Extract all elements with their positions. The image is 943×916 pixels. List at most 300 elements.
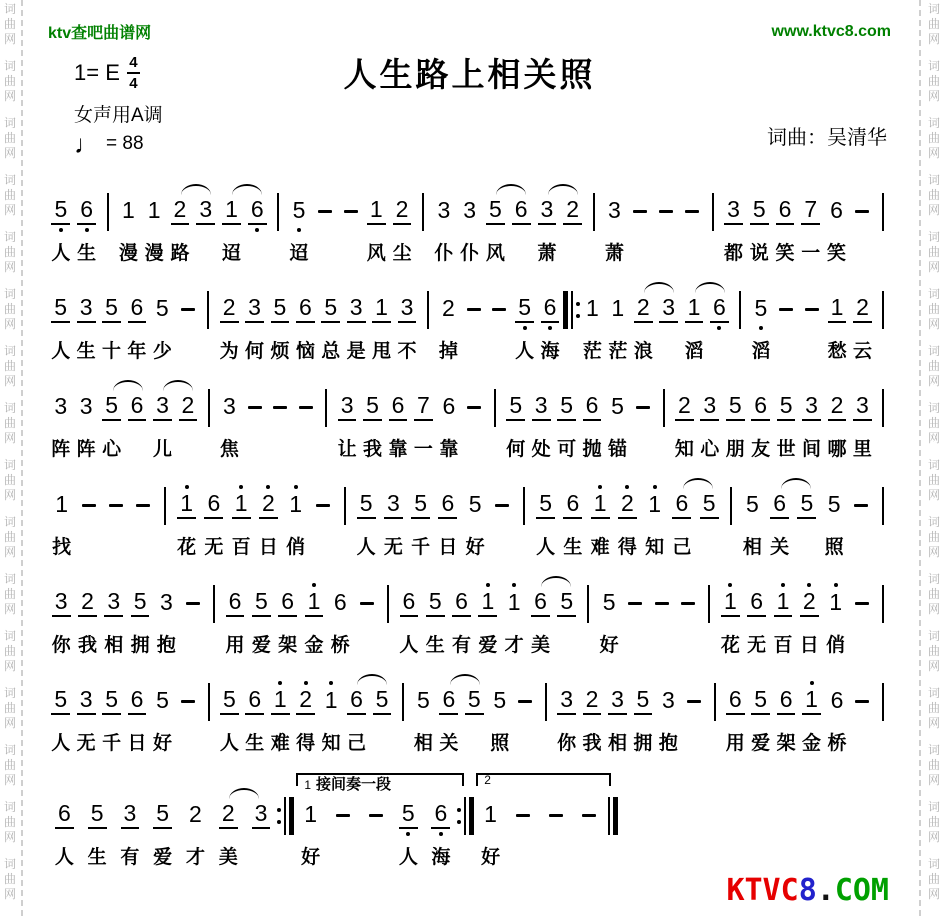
barline [538, 683, 554, 721]
lyric-syllable: 难 [270, 733, 290, 754]
note-cell [649, 585, 675, 654]
lyric-syllable: 难 [590, 537, 610, 558]
note-cell [824, 683, 849, 752]
lyric-syllable: 儿 [152, 439, 172, 460]
lyric-syllable: 漫 [144, 243, 164, 264]
lyric-syllable: 爱 [751, 733, 771, 754]
note-number: 2 [675, 394, 694, 421]
barline [875, 291, 891, 329]
note-cell [312, 193, 338, 262]
lyric-syllable: 间 [802, 439, 822, 460]
note-cell [175, 291, 200, 360]
lyric-syllable: 何 [245, 341, 265, 362]
time-signature [127, 55, 140, 91]
note-number: 6 [77, 198, 96, 225]
note-cell [74, 193, 100, 262]
note-cell [746, 193, 772, 262]
note-cell [73, 291, 98, 360]
lyric-syllable: 靠 [439, 439, 459, 460]
barline [200, 291, 216, 329]
note-number: 2 [563, 198, 582, 225]
lyric-syllable: 可 [557, 439, 577, 460]
note-number: 1 [586, 294, 599, 321]
note-cell [850, 389, 875, 458]
octave-dot-high [304, 681, 308, 685]
note-number: 6 [296, 296, 315, 323]
lyric-syllable: 人 [399, 635, 419, 656]
note-number: 3 [398, 296, 417, 323]
note-number: 3 [52, 590, 71, 617]
dash-hold [186, 602, 200, 605]
lyric-syllable: 生 [87, 847, 107, 868]
note-cell [114, 797, 147, 866]
note-cell [748, 683, 773, 752]
octave-dot-low [759, 326, 763, 330]
note-cell [572, 797, 605, 866]
note-number: 6 [204, 492, 223, 519]
note-cell [422, 585, 448, 654]
note-number: 3 [196, 198, 215, 225]
barline [875, 487, 891, 525]
note-cell [216, 291, 241, 360]
octave-dot-high [486, 583, 490, 587]
lyric-syllable: 甩 [372, 341, 392, 362]
octave-dot-high [810, 681, 814, 685]
octave-dot-high [312, 583, 316, 587]
note-cell [141, 193, 167, 262]
note-number: 5 [51, 688, 70, 715]
watermark-text: 词 曲 网 [927, 230, 940, 274]
note-number: 5 [797, 492, 816, 519]
note-number: 1 [367, 198, 386, 225]
note-number: 5 [426, 590, 445, 617]
note-cell [436, 683, 461, 752]
note-number: 1 [147, 196, 161, 223]
barline [580, 585, 596, 623]
watermark-text: 词 曲 网 [3, 59, 16, 103]
watermark-text: 词 曲 网 [927, 173, 940, 217]
note-cell [150, 389, 175, 458]
lyric-syllable: 己 [672, 537, 692, 558]
lyric-syllable: 海 [540, 341, 560, 362]
dash-hold [467, 406, 481, 409]
note-cell [773, 389, 798, 458]
note-number: 5 [156, 686, 169, 713]
dash-hold [549, 814, 563, 817]
note-cell [200, 487, 227, 556]
lyric-syllable: 为 [219, 341, 239, 362]
note-cell [294, 797, 327, 866]
note-number: 2 [296, 688, 315, 715]
lyric-syllable: 总 [321, 341, 341, 362]
note-cell [353, 585, 379, 654]
note-cell [193, 193, 219, 262]
note-number: 5 [700, 492, 719, 519]
note-number: 6 [563, 492, 582, 519]
note-cell [212, 797, 245, 866]
note-number: 3 [347, 296, 366, 323]
note-cell [75, 487, 102, 556]
note-cell [630, 683, 655, 752]
watermark-text: 词 曲 网 [927, 629, 940, 673]
lyric-syllable: 人 [51, 341, 71, 362]
note-cell [630, 389, 655, 458]
note-cell [487, 683, 512, 752]
watermark-text: 词 曲 网 [3, 287, 16, 331]
barline [707, 683, 723, 721]
note-number: 2 [220, 296, 239, 323]
note-cell [175, 389, 200, 458]
lyric-syllable: 尘 [392, 243, 412, 264]
dash-hold [82, 504, 96, 507]
barline [875, 585, 891, 623]
notation-line-2 [48, 275, 891, 360]
lyric-syllable: 好 [599, 635, 619, 656]
lyric-syllable: 烦 [270, 341, 290, 362]
note-cell [293, 683, 318, 752]
octave-dot-high [728, 583, 732, 587]
octave-dot-low [717, 326, 721, 330]
logo-part: . [816, 873, 835, 908]
octave-dot-low [297, 228, 301, 232]
note-number: 6 [777, 688, 796, 715]
note-number: 2 [393, 198, 412, 225]
score [48, 177, 891, 866]
note-cell [528, 389, 553, 458]
voice-note: 女声用A调 [74, 105, 163, 126]
note-number: 3 [104, 590, 123, 617]
note-number: 6 [830, 686, 844, 713]
quarter-note-icon: ♩ [74, 129, 100, 159]
note-number: 3 [252, 802, 271, 829]
notation-line-1 [48, 177, 891, 262]
note-cell [48, 487, 75, 556]
note-cell [672, 389, 697, 458]
note-number: 5 [155, 294, 169, 321]
note-cell [48, 291, 73, 360]
note-number: 3 [79, 392, 93, 419]
octave-dot-low [439, 832, 443, 836]
lyric-syllable: 美 [530, 635, 550, 656]
note-number: 2 [828, 394, 847, 421]
note-number: 6 [400, 590, 419, 617]
note-number: 6 [830, 196, 843, 223]
barline [875, 193, 891, 231]
note-number: 5 [493, 686, 507, 713]
lyric-syllable: 爱 [478, 635, 498, 656]
note-cell [489, 487, 516, 556]
dash-hold [628, 602, 642, 605]
note-cell [244, 193, 270, 262]
dash-hold [855, 700, 869, 703]
note-cell [681, 291, 706, 360]
lyric-syllable: 架 [278, 635, 298, 656]
note-cell [697, 389, 722, 458]
lyric-syllable: 千 [411, 537, 431, 558]
lyric-syllable: 浪 [633, 341, 653, 362]
note-number: 5 [726, 394, 745, 421]
lyric-syllable: 掉 [438, 341, 458, 362]
lyric-syllable: 好 [481, 847, 501, 868]
note-number: 7 [414, 394, 433, 421]
note-number: 1 [648, 490, 662, 517]
note-cell [275, 585, 301, 654]
note-cell [681, 683, 706, 752]
note-number: 2 [583, 688, 602, 715]
note-cell [363, 193, 389, 262]
note-number: 6 [583, 394, 602, 421]
note-cell [849, 193, 875, 262]
lyric-syllable: 抱 [658, 733, 678, 754]
note-number: 6 [226, 590, 245, 617]
lyric-syllable: 茫 [582, 341, 602, 362]
note-cell [286, 193, 312, 262]
lyric-syllable: 有 [120, 847, 140, 868]
lyric-syllable: 人 [398, 847, 418, 868]
note-cell [796, 585, 822, 654]
lyric-syllable: 滔 [684, 341, 704, 362]
note-cell [124, 389, 149, 458]
watermark-text: 词 曲 网 [3, 173, 16, 217]
dash-hold [316, 504, 330, 507]
lyric-syllable: 滔 [751, 341, 771, 362]
note-number: 5 [754, 294, 768, 321]
lyric-syllable: 知 [674, 439, 694, 460]
note-cell [748, 291, 773, 360]
lyric-syllable: 漫 [118, 243, 138, 264]
dash-hold [518, 700, 532, 703]
page-title: 人生路上相关照 [343, 56, 596, 93]
note-number: 2 [441, 294, 455, 321]
lyric-syllable: 百 [231, 537, 251, 558]
lyric-syllable: 日 [799, 635, 819, 656]
dash-hold [779, 308, 793, 311]
note-cell [798, 193, 824, 262]
lyric-syllable: 生 [245, 733, 265, 754]
notation-line-6 [48, 667, 891, 752]
lyric-syllable: 爱 [153, 847, 173, 868]
note-number: 1 [685, 296, 704, 323]
lyric-syllable: 俏 [286, 537, 306, 558]
note-number: 6 [128, 688, 147, 715]
lyric-syllable: 少 [152, 341, 172, 362]
barline [380, 585, 396, 623]
watermark-text: 词 曲 网 [3, 401, 16, 445]
note-cell [150, 683, 175, 752]
note-cell [824, 389, 849, 458]
lyric-syllable: 朋 [725, 439, 745, 460]
note-cell [318, 683, 343, 752]
dash-hold [467, 308, 481, 311]
note-cell [175, 683, 200, 752]
site-url-link[interactable]: www.ktvc8.com [771, 22, 891, 40]
dash-hold [273, 406, 287, 409]
lyric-syllable: 人 [536, 537, 556, 558]
note-cell [369, 683, 394, 752]
watermark-text: 词 曲 网 [3, 2, 16, 46]
dash-hold [344, 210, 358, 213]
note-cell [774, 291, 799, 360]
composer-credit: 词曲：吴清华 [767, 127, 887, 149]
note-number: 3 [338, 394, 357, 421]
dash-hold [681, 602, 695, 605]
note-cell [48, 193, 74, 262]
barline [206, 585, 222, 623]
note-cell [248, 585, 274, 654]
lyric-syllable: 锚 [607, 439, 627, 460]
note-cell [849, 585, 875, 654]
note-number: 7 [801, 198, 820, 225]
note-cell [850, 291, 875, 360]
lyric-syllable: 阵 [51, 439, 71, 460]
note-number: 5 [536, 492, 555, 519]
watermark-text: 词 曲 网 [927, 401, 940, 445]
note-cell [474, 797, 507, 866]
note-cell [772, 193, 798, 262]
note-cell [222, 585, 248, 654]
note-number: 1 [289, 490, 303, 517]
note-number: 5 [486, 198, 505, 225]
note-cell [116, 193, 142, 262]
note-number: 3 [724, 198, 743, 225]
site-name-link[interactable]: ktv查吧曲谱网 [48, 25, 152, 42]
note-cell [360, 389, 385, 458]
site-logo[interactable] [726, 873, 889, 908]
lyric-syllable: 爱 [251, 635, 271, 656]
lyric-syllable: 是 [346, 341, 366, 362]
lyric-syllable: 心 [102, 439, 122, 460]
lyric-syllable: 得 [617, 537, 637, 558]
note-cell [167, 193, 193, 262]
lyric-syllable: 海 [431, 847, 451, 868]
lyric-syllable: 里 [852, 439, 872, 460]
note-cell [318, 291, 343, 360]
note-cell [602, 193, 628, 262]
lyric-syllable: 知 [321, 733, 341, 754]
note-number: 6 [389, 394, 408, 421]
note-number: 3 [557, 688, 576, 715]
title-block [48, 43, 891, 171]
dash-hold [805, 308, 819, 311]
dash-hold [655, 602, 669, 605]
lyric-syllable: 美 [218, 847, 238, 868]
lyric-syllable: 仆 [434, 243, 454, 264]
dash-hold [687, 700, 701, 703]
note-number: 6 [248, 198, 267, 225]
time-signature-bottom: 4 [129, 75, 138, 92]
note-cell [482, 193, 508, 262]
watermark-text: 词 曲 网 [3, 515, 16, 559]
barline [337, 487, 353, 525]
note-cell [668, 487, 695, 556]
left-dashed-divider [21, 0, 23, 916]
octave-dot-high [625, 485, 629, 489]
note-cell [74, 585, 100, 654]
lyric-syllable: 路 [170, 243, 190, 264]
barline [875, 389, 891, 427]
note-number: 5 [602, 588, 616, 615]
lyric-syllable: 无 [204, 537, 224, 558]
note-number: 3 [77, 296, 96, 323]
note-number: 6 [439, 688, 458, 715]
note-number: 6 [531, 590, 550, 617]
lyric-syllable: 拥 [633, 733, 653, 754]
note-cell [675, 585, 701, 654]
note-cell [475, 585, 501, 654]
note-number: 6 [452, 590, 471, 617]
note-cell [461, 291, 486, 360]
note-number: 3 [121, 802, 140, 829]
repeat-begin-sign [563, 291, 580, 329]
note-cell [462, 683, 487, 752]
dash-hold [109, 504, 123, 507]
note-number: 1 [828, 296, 847, 323]
dash-hold [516, 814, 530, 817]
note-number: 2 [259, 492, 278, 519]
note-number: 3 [160, 588, 173, 615]
note-number: 1 [305, 590, 324, 617]
note-cell [587, 487, 614, 556]
lyric-syllable: 无 [747, 635, 767, 656]
barline [875, 683, 891, 721]
lyric-syllable: 关 [770, 537, 790, 558]
note-cell [245, 797, 278, 866]
note-cell [103, 487, 130, 556]
note-cell [217, 389, 242, 458]
dash-hold [181, 700, 195, 703]
note-cell [462, 389, 487, 458]
barline [723, 487, 739, 525]
lyric-syllable: 用 [725, 733, 745, 754]
note-cell [641, 487, 668, 556]
lyric-syllable: 云 [852, 341, 872, 362]
octave-dot-low [406, 832, 410, 836]
note-number: 5 [102, 688, 121, 715]
lyric-syllable: 用 [225, 635, 245, 656]
lyric-syllable: 迢 [289, 243, 309, 264]
lyric-syllable: 恼 [295, 341, 315, 362]
note-number: 3 [608, 196, 621, 223]
note-number: 5 [292, 196, 306, 223]
lyric-syllable: 我 [582, 733, 602, 754]
note-cell [622, 585, 648, 654]
lyric-syllable: 金 [304, 635, 324, 656]
barline [586, 193, 602, 231]
watermark-text: 词 曲 网 [927, 458, 940, 502]
note-cell [580, 291, 605, 360]
note-number: 6 [55, 802, 74, 829]
note-number: 5 [515, 296, 534, 323]
lyric-syllable: 笑 [775, 243, 795, 264]
watermark-text: 词 曲 网 [927, 515, 940, 559]
lyric-syllable: 生 [425, 635, 445, 656]
tempo-value: = 88 [106, 133, 144, 154]
note-cell [579, 389, 604, 458]
note-number: 5 [399, 802, 418, 829]
octave-dot-low [85, 228, 89, 232]
note-cell [73, 683, 98, 752]
note-cell [146, 797, 179, 866]
lyric-syllable: 心 [700, 439, 720, 460]
volta-label: 2 [484, 773, 491, 787]
note-cell [180, 585, 206, 654]
note-number: 1 [774, 590, 793, 617]
note-cell [748, 389, 773, 458]
note-cell [255, 487, 282, 556]
barline [100, 193, 116, 231]
barline [732, 291, 748, 329]
lyric-syllable: 仆 [460, 243, 480, 264]
